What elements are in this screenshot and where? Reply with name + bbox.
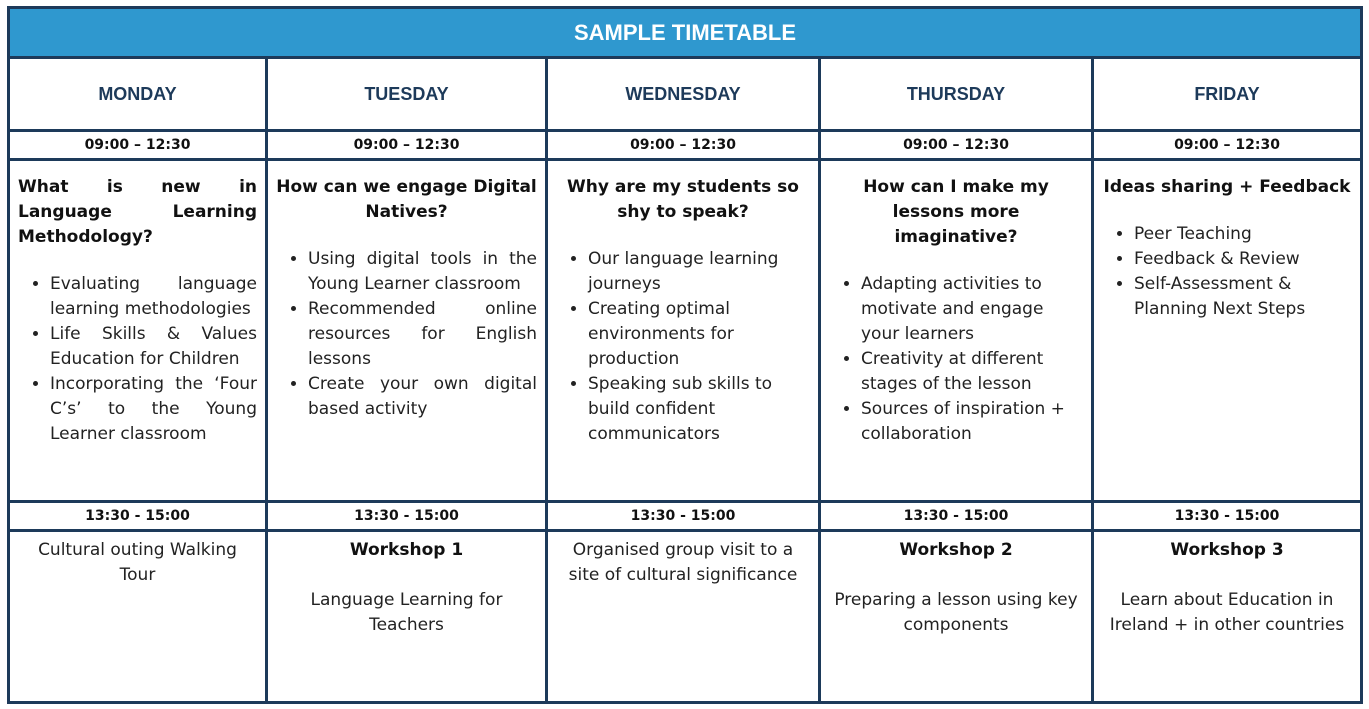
afternoon-desc: Preparing a lesson using key components [834, 590, 1078, 635]
morning-session [548, 161, 818, 503]
afternoon-desc: Learn about Education in Ireland + in other countries [1109, 590, 1345, 635]
day-header: FRIDAY [1094, 59, 1360, 132]
list-item: • Recommended online resources for English lessons [308, 297, 537, 372]
session-points [276, 247, 537, 422]
list-item: • Our language learning journeys [588, 247, 810, 297]
list-item: • Using digital tools in the Young Learner classroom [308, 247, 537, 297]
afternoon-session [1094, 532, 1360, 638]
day-column-friday [1094, 59, 1360, 701]
morning-time: 09:00 – 12:30 [821, 132, 1091, 161]
afternoon-title: Workshop 1 [349, 540, 464, 560]
afternoon-time: 13:30 - 15:00 [821, 503, 1091, 532]
morning-time: 09:00 – 12:30 [268, 132, 545, 161]
list-item: • Peer Teaching [1134, 222, 1352, 247]
day-column-wednesday [548, 59, 821, 701]
afternoon-session [268, 532, 545, 638]
list-item: • Sources of inspiration + collaboration [861, 397, 1083, 447]
session-points [1102, 222, 1352, 322]
morning-session [10, 161, 265, 503]
list-item: • Feedback & Review [1134, 247, 1352, 272]
list-item: • Creativity at different stages of the lesson [861, 347, 1083, 397]
afternoon-session [548, 532, 818, 588]
session-topic: What is new in Language Learning Methodology? [18, 177, 257, 247]
afternoon-desc: Organised group visit to a site of cultural significance [568, 540, 798, 585]
morning-time: 09:00 – 12:30 [1094, 132, 1360, 161]
session-topic: How can we engage Digital Natives? [276, 177, 537, 222]
day-column-monday [10, 59, 268, 701]
morning-time: 09:00 – 12:30 [548, 132, 818, 161]
session-topic: Why are my students so shy to speak? [567, 177, 799, 222]
afternoon-session [821, 532, 1091, 638]
afternoon-title: Workshop 3 [1170, 540, 1284, 560]
list-item: • Create your own digital based activity [308, 372, 537, 422]
session-topic: Ideas sharing + Feedback [1103, 177, 1351, 197]
afternoon-time: 13:30 - 15:00 [268, 503, 545, 532]
day-header: MONDAY [10, 59, 265, 132]
list-item: • Incorporating the ‘Four C’s’ to the Young Learner classroom [50, 372, 257, 447]
morning-time: 09:00 – 12:30 [10, 132, 265, 161]
day-header: WEDNESDAY [548, 59, 818, 132]
afternoon-desc: Cultural outing Walking Tour [38, 540, 237, 585]
list-item: • Evaluating language learning methodologies [50, 272, 257, 322]
timetable-title: SAMPLE TIMETABLE [10, 9, 1360, 59]
afternoon-time: 13:30 - 15:00 [548, 503, 818, 532]
morning-session [1094, 161, 1360, 503]
day-header: THURSDAY [821, 59, 1091, 132]
timetable-grid [10, 59, 1360, 701]
list-item: • Creating optimal environments for production [588, 297, 810, 372]
session-points [18, 272, 257, 447]
timetable [7, 6, 1363, 704]
session-topic: How can I make my lessons more imaginative? [863, 177, 1049, 247]
afternoon-session [10, 532, 265, 588]
list-item: • Self-Assessment & Planning Next Steps [1134, 272, 1352, 322]
day-header: TUESDAY [268, 59, 545, 132]
list-item: • Life Skills & Values Education for Children [50, 322, 257, 372]
session-points [829, 272, 1083, 447]
list-item: • Adapting activities to motivate and engage your learners [861, 272, 1083, 347]
afternoon-title: Workshop 2 [899, 540, 1013, 560]
morning-session [268, 161, 545, 503]
afternoon-time: 13:30 - 15:00 [1094, 503, 1360, 532]
afternoon-time: 13:30 - 15:00 [10, 503, 265, 532]
session-points [556, 247, 810, 447]
day-column-thursday [821, 59, 1094, 701]
list-item: • Speaking sub skills to build confident communicators [588, 372, 810, 447]
afternoon-desc: Language Learning for Teachers [310, 590, 503, 635]
day-column-tuesday [268, 59, 548, 701]
morning-session [821, 161, 1091, 503]
